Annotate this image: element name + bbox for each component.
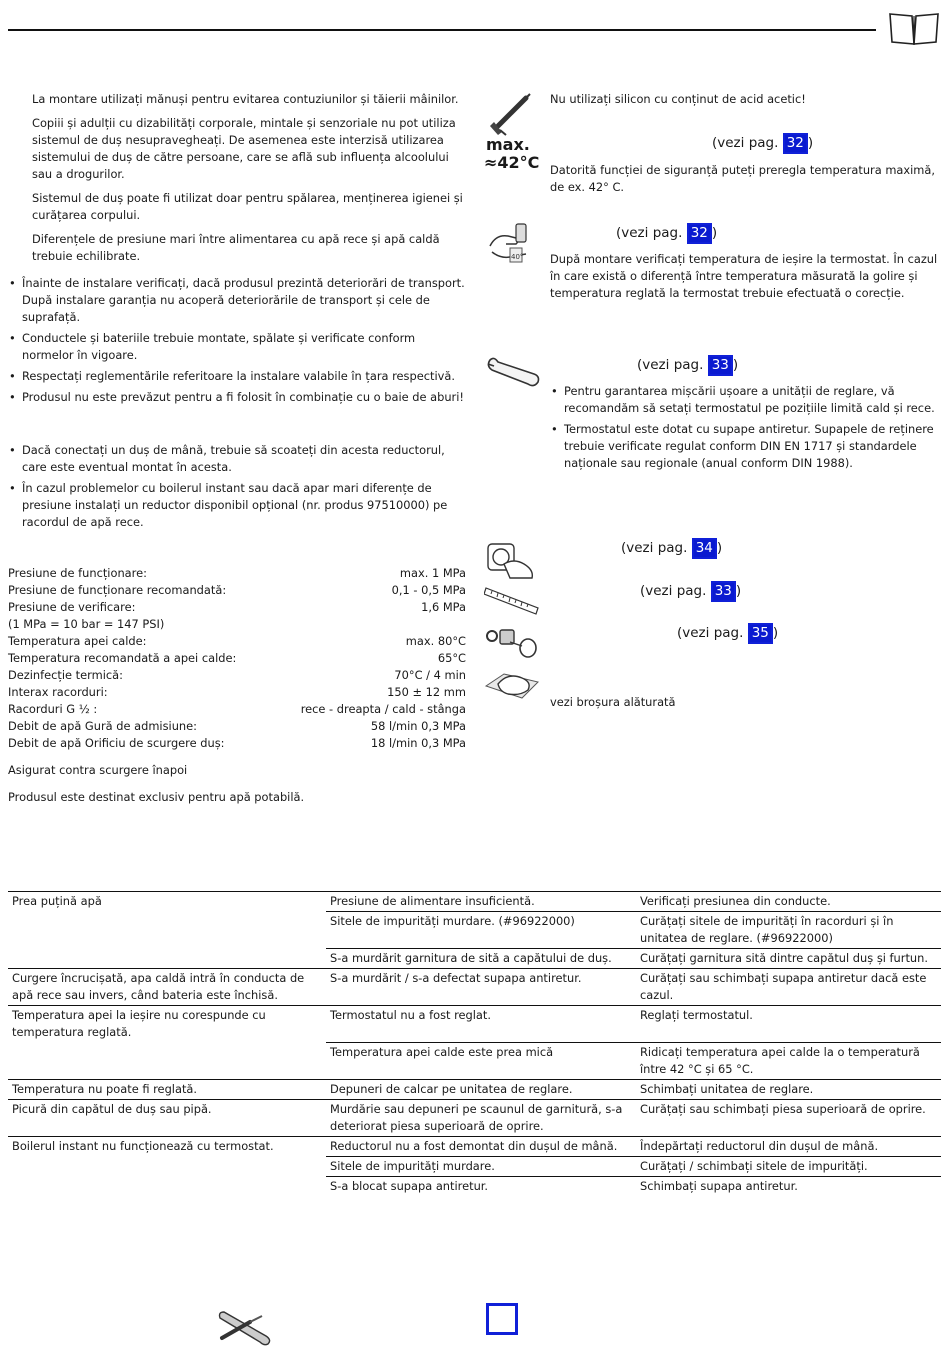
wrench-icon xyxy=(484,354,540,390)
page-link[interactable]: 32 xyxy=(687,223,712,244)
table-row xyxy=(8,892,941,912)
calibration-text: După montare verificați temperatura de ieșire la termostat. În cazul în care există o diferență între temperatura măsurată la golire și temperatura reglată la termostat trebuie efectuată o corecție. xyxy=(550,252,938,300)
remedy-cell: Reglați termostatul. xyxy=(636,1006,941,1043)
technical-data xyxy=(8,565,466,752)
safety-pressure: Diferențele de presiune mari între alimentarea cu apă rece și apă caldă trebuie echilibrate. xyxy=(32,232,440,263)
remedy-cell: Curățați garnitura sită dintre capătul duș și furtun. xyxy=(636,949,941,969)
spec-label: Presiune de verificare: xyxy=(8,600,136,614)
spec-label: Presiune de funcționare recomandată: xyxy=(8,583,227,597)
page-ref: (vezi pag. 32 ) xyxy=(712,133,813,154)
spec-label: Debit de apă Gură de admisiune: xyxy=(8,719,197,733)
cause-cell: Presiune de alimentare insuficientă. xyxy=(326,892,636,912)
table-row xyxy=(8,1137,941,1157)
svg-text:40°: 40° xyxy=(511,253,524,261)
spec-label: (1 MPa = 10 bar = 147 PSI) xyxy=(8,617,165,631)
safety-section xyxy=(32,91,468,272)
page-link[interactable]: 33 xyxy=(708,355,733,376)
problem-cell: Picură din capătul de duș sau pipă. xyxy=(8,1100,326,1137)
silicone-gun-icon xyxy=(484,92,534,136)
problem-cell: Boilerul instant nu funcționează cu termostat. xyxy=(8,1137,326,1197)
temp-limit-label: ≈42°C xyxy=(484,153,540,172)
cause-cell: Termostatul nu a fost reglat. xyxy=(326,1006,636,1043)
install-note: • Respectați reglementările referitoare la instalare valabile în țara respectivă. xyxy=(8,368,466,385)
install-note: • Înainte de instalare verificați, dacă produsul prezintă deteriorări de transport. După instalare garanția nu acoperă deteriorările de transport și cele de suprafață. xyxy=(8,275,466,326)
spec-value: 1,6 MPa xyxy=(421,600,466,614)
install-notes xyxy=(8,275,466,410)
spec-value: 0,1 - 0,5 MPa xyxy=(391,583,466,597)
page-ref: (vezi pag. 34 ) xyxy=(621,538,722,559)
max-label: max. xyxy=(486,135,530,154)
cause-cell: S-a murdărit / s-a defectat supapa antiretur. xyxy=(326,969,636,1006)
maintenance-note: • Pentru garantarea mișcării ușoare a unității de reglare, vă recomandăm să setați termostatul pe pozițiile limită cald și rece. xyxy=(550,383,940,417)
problem-cell: Prea puțină apă xyxy=(8,892,326,969)
remedy-cell: Curățați sau schimbați piesa superioară de oprire. xyxy=(636,1100,941,1137)
remedy-cell: Curățați sau schimbați supapa antiretur dacă este cazul. xyxy=(636,969,941,1006)
table-row xyxy=(8,1006,941,1043)
table-row xyxy=(8,969,941,1006)
spec-label: Racorduri G ½ : xyxy=(8,702,98,716)
tools-icon xyxy=(216,1308,274,1348)
spec-row xyxy=(8,667,466,684)
remedy-cell: Curățați / schimbați sitele de impurități. xyxy=(636,1157,941,1177)
spec-value: 70°C / 4 min xyxy=(394,668,466,682)
spec-value: max. 1 MPa xyxy=(399,566,466,580)
safety-function-text: Datorită funcției de siguranță puteți preregla temperatura maximă, de ex. 42° C. xyxy=(550,163,935,194)
page-ref: (vezi pag. 32 ) xyxy=(616,223,717,244)
spec-row xyxy=(8,582,466,599)
spec-value: rece - dreapta / cald - stânga xyxy=(300,702,466,716)
spec-row xyxy=(8,633,466,650)
page-ref: (vezi pag. 35 ) xyxy=(677,623,778,644)
remedy-cell: Schimbați supapa antiretur. xyxy=(636,1177,941,1197)
maintenance-notes xyxy=(550,383,940,476)
spec-row xyxy=(8,565,466,582)
cause-cell: Reductorul nu a fost demontat din dușul de mână. xyxy=(326,1137,636,1157)
spec-value: 65°C xyxy=(437,651,466,665)
spec-row xyxy=(8,684,466,701)
remedy-cell: Verificați presiunea din conducte. xyxy=(636,892,941,912)
cartridge-parts-icon xyxy=(484,622,540,662)
ruler-icon xyxy=(484,582,540,618)
spec-label: Temperatura recomandată a apei calde: xyxy=(8,651,237,665)
remedy-cell: Îndepărtați reductorul din dușul de mână. xyxy=(636,1137,941,1157)
potable-note: Produsul este destinat exclusiv pentru apă potabilă. xyxy=(8,790,305,804)
spec-row xyxy=(8,650,466,667)
book-icon xyxy=(888,10,940,46)
page-marker-box xyxy=(486,1303,518,1335)
table-row xyxy=(8,1080,941,1100)
page-ref: (vezi pag. 33 ) xyxy=(640,581,741,602)
spec-label: Dezinfecție termică: xyxy=(8,668,123,682)
safety-supervision: Copiii și adulții cu dizabilități corporale, mintale și senzoriale nu pot utiliza sistemul de duș nesupravegheați. De asemenea este interzisă utilizarea sistemului de duș de către persoane, care se află sub influența alcoolului sau a drogurilor. xyxy=(32,116,456,181)
hand-turning-icon xyxy=(484,540,538,580)
spec-row xyxy=(8,735,466,752)
install-note: • Produsul nu este prevăzut pentru a fi folosit în combinație cu o baie de aburi! xyxy=(8,389,466,406)
cleaning-hand-icon xyxy=(484,668,540,702)
spec-row xyxy=(8,701,466,718)
cause-cell: Temperatura apei calde este prea mică xyxy=(326,1043,636,1080)
thermometer-hand-icon xyxy=(486,220,538,264)
cause-cell: S-a blocat supapa antiretur. xyxy=(326,1177,636,1197)
safety-gloves: La montare utilizați mănuși pentru evitarea contuziunilor și tăierii mâinilor. xyxy=(32,92,459,106)
spec-value: max. 80°C xyxy=(405,634,466,648)
problem-cell: Curgere încrucișată, apa caldă intră în conducta de apă rece sau invers, când bateria este închisă. xyxy=(8,969,326,1006)
backflow-note: Asigurat contra scurgere înapoi xyxy=(8,763,188,777)
install-note: • Conductele și bateriile trebuie montate, spălate și verificate conform normelor în vigoare. xyxy=(8,330,466,364)
troubleshooting-table xyxy=(8,891,941,1196)
problem-cell: Temperatura nu poate fi reglată. xyxy=(8,1080,326,1100)
spec-value: 18 l/min 0,3 MPa xyxy=(370,736,466,750)
page-link[interactable]: 32 xyxy=(783,133,808,154)
instruction-notes xyxy=(8,442,466,535)
silicone-warning: Nu utilizați silicon cu conținut de acid acetic! xyxy=(550,92,806,106)
header-rule xyxy=(8,29,876,31)
spec-value: 150 ± 12 mm xyxy=(387,685,466,699)
page-link[interactable]: 35 xyxy=(748,623,773,644)
cause-cell: Sitele de impurități murdare. xyxy=(326,1157,636,1177)
remedy-cell: Curățați sitele de impurități în racorduri și în unitatea de reglare. (#96922000) xyxy=(636,912,941,949)
page-link[interactable]: 33 xyxy=(711,581,736,602)
remedy-cell: Schimbați unitatea de reglare. xyxy=(636,1080,941,1100)
page-link[interactable]: 34 xyxy=(692,538,717,559)
instruction-note: • Dacă conectați un duș de mână, trebuie să scoateți din acesta reductorul, care este eventual montat în acesta. xyxy=(8,442,466,476)
cause-cell: Sitele de impurități murdare. (#96922000) xyxy=(326,912,636,949)
table-row xyxy=(8,1100,941,1137)
spec-label: Temperatura apei calde: xyxy=(8,634,147,648)
spec-label: Interax racorduri: xyxy=(8,685,108,699)
page-ref: (vezi pag. 33 ) xyxy=(637,355,738,376)
instruction-note: • În cazul problemelor cu boilerul instant sau dacă apar mari diferențe de presiune instalați un reductor disponibil opțional (nr. produs 97510000) pe racordul de apă rece. xyxy=(8,480,466,531)
spec-row xyxy=(8,599,466,616)
problem-cell: Temperatura apei la ieșire nu corespunde cu temperatura reglată. xyxy=(8,1006,326,1080)
remedy-cell: Ridicați temperatura apei calde la o temperatură între 42 °C și 65 °C. xyxy=(636,1043,941,1080)
cause-cell: Murdărie sau depuneri pe scaunul de garnitură, s-a deteriorat piesa superioară de oprire. xyxy=(326,1100,636,1137)
spec-row xyxy=(8,718,466,735)
spec-row xyxy=(8,616,466,633)
safety-usage: Sistemul de duș poate fi utilizat doar pentru spălarea, menținerea igienei și curățarea corpului. xyxy=(32,191,463,222)
spec-label: Debit de apă Orificiu de scurgere duș: xyxy=(8,736,225,750)
brochure-note: vezi broșura alăturată xyxy=(550,695,676,709)
spec-label: Presiune de funcționare: xyxy=(8,566,147,580)
spec-value: 58 l/min 0,3 MPa xyxy=(370,719,466,733)
cause-cell: S-a murdărit garnitura de sită a capătului de duș. xyxy=(326,949,636,969)
cause-cell: Depuneri de calcar pe unitatea de reglare. xyxy=(326,1080,636,1100)
maintenance-note: • Termostatul este dotat cu supape antiretur. Supapele de reținere trebuie verificate regulat conform DIN EN 1717 și standardele naționale sau regionale (anual conform DIN 1988). xyxy=(550,421,940,472)
